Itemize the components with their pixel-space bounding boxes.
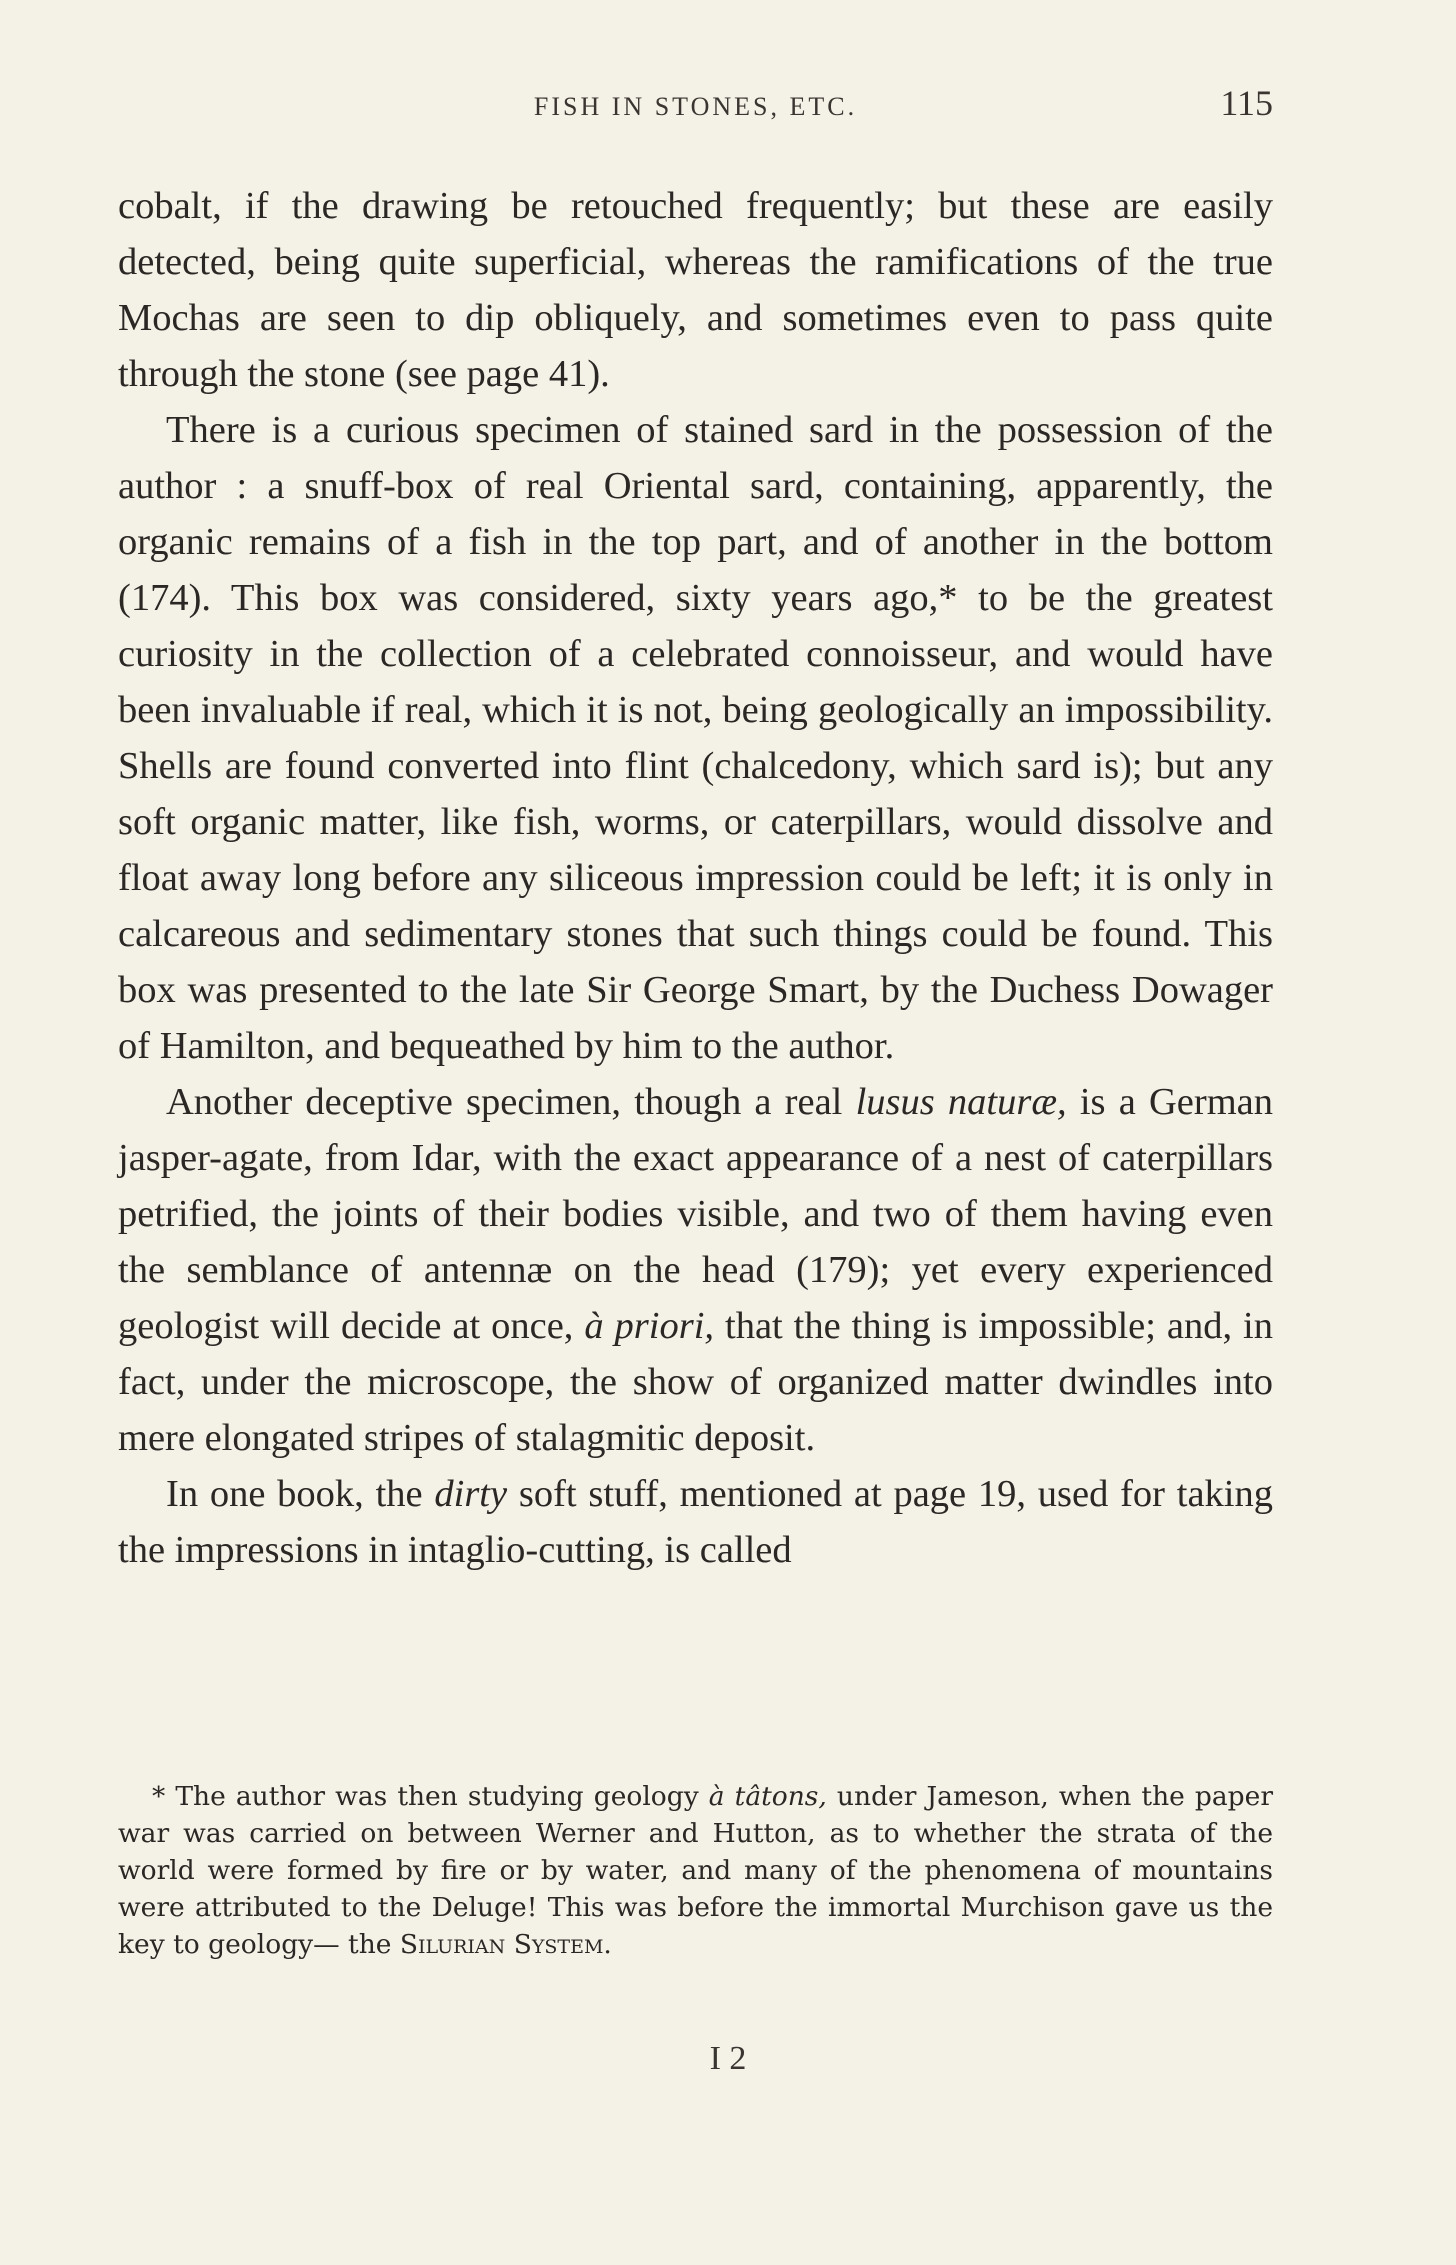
text-run: Another deceptive specimen, though a real [166,1081,856,1123]
italic-phrase: à tâtons, [708,1781,827,1812]
text-run: that the thing is impossible; and, in fact, under the microscope, the show of organized matter dwindles into mere elongated stripes of stalagmitic deposit. [118,1305,1273,1459]
paragraph [118,1074,1273,1466]
text-run: There is a curious specimen of stained sard in the possession of the author : a snuff-box of real Oriental sard, containing, apparently, the organic remains of a fish in the top part, and of another in the bottom (174). This box was considered, sixty years ago,* to be the greatest curiosity in the collection of a celebrated connoisseur, and would have been invaluable if real, which it is not, being geologically an impossibility. Shells are found converted into flint (chalcedony, which sard is); but any soft organic matter, like fish, worms, or caterpillars, would dissolve and float away long before any siliceous impression could be left; it is only in calcareous and sedimentary stones that such things could be found. This box was presented to the late Sir George Smart, by the Duchess Dowager of Hamilton, and bequeathed by him to the author. [118,409,1273,1067]
text-run: * The author was then studying geology [152,1781,709,1812]
italic-phrase: dirty [434,1473,508,1515]
text-run: is a German jasper-agate, from Idar, with the exact appearance of a nest of caterpillars petrified, the joints of their bodies visible, and two of them having even the semblance of antennæ on the head (179); yet every experienced geologist will decide at once, [118,1081,1273,1347]
paragraph [118,1466,1273,1578]
footnote-paragraph [118,1778,1273,1963]
running-head [118,82,1273,132]
paragraph [118,178,1273,402]
small-caps-phrase: Silurian System. [399,1929,612,1960]
italic-phrase: à priori, [584,1305,715,1347]
text-run: cobalt, if the drawing be retouched frequently; but these are easily detected, being quite superficial, whereas the ramifications of the true Mochas are seen to dip obliquely, and sometimes even to pass quite through the stone (see page 41). [118,185,1273,395]
text-run: under Jameson, when the paper war was carried on between Werner and Hutton, as to whether the strata of the world were formed by fire or by water, and many of the phenomena of mountains were attributed to the Deluge! This was before the immortal Murchison gave us the key to geology— the [118,1781,1273,1960]
italic-phrase: lusus naturæ, [855,1081,1067,1123]
page-number: 115 [1220,83,1273,123]
running-title: FISH IN STONES, ETC. [533,92,858,121]
signature-mark: I 2 [709,2040,747,2077]
body-text [118,178,1273,1578]
footnote [118,1778,1273,1963]
text-run: soft stuff, mentioned at page 19, used for taking the impressions in intaglio-cutting, is called [118,1473,1273,1571]
text-run: In one book, the [166,1473,435,1515]
paragraph [118,402,1273,1074]
